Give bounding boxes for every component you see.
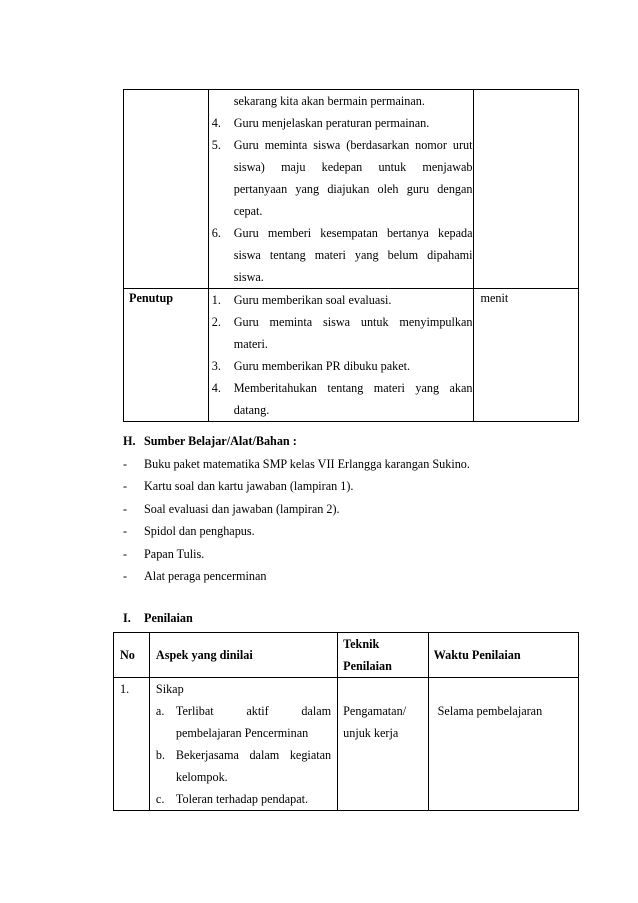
table-header-row bbox=[114, 633, 579, 678]
list-item: 3. Guru memberikan PR dibuku paket. bbox=[211, 359, 411, 373]
list-item: - Soal evaluasi dan jawaban (lampiran 2). bbox=[123, 501, 340, 516]
list-item: 6. Guru memberi kesempatan bertanya kepada siswa tentang materi yang belum dipahami siswa. bbox=[211, 226, 473, 284]
steps-cell bbox=[208, 90, 473, 289]
table-row bbox=[114, 678, 579, 811]
time-cell bbox=[473, 289, 578, 422]
list-item: 4. Memberitahukan tentang materi yang akan datang. bbox=[211, 381, 473, 417]
assessment-table bbox=[113, 632, 579, 811]
steps-list bbox=[209, 289, 473, 421]
aspek-list bbox=[156, 700, 331, 810]
list-item: 4. Guru menjelaskan peraturan permainan. bbox=[211, 116, 430, 130]
list-item: - Kartu soal dan kartu jawaban (lampiran 1). bbox=[123, 479, 354, 493]
steps-cell bbox=[208, 289, 473, 422]
list-item: c. Toleran terhadap pendapat. bbox=[155, 792, 309, 806]
header-no: No bbox=[114, 633, 150, 678]
table-row bbox=[124, 289, 579, 422]
list-item: 2. Guru meminta siswa untuk menyimpulkan materi. bbox=[211, 315, 473, 351]
header-teknik: Teknik Penilaian bbox=[338, 633, 429, 678]
list-item: sekarang kita akan bermain permainan. bbox=[233, 94, 425, 108]
list-item: - Spidol dan penghapus. bbox=[123, 524, 255, 538]
section-heading: I. Penilaian bbox=[123, 611, 193, 625]
phase-label: Penutup bbox=[129, 291, 174, 305]
header-waktu: Waktu Penilaian bbox=[428, 633, 578, 678]
list-item: - Alat peraga pencerminan bbox=[123, 569, 267, 583]
activity-table bbox=[123, 89, 579, 422]
table-row bbox=[124, 90, 579, 289]
header-aspek: Aspek yang dinilai bbox=[149, 633, 337, 678]
section-sumber-belajar bbox=[123, 430, 583, 588]
time-cell bbox=[473, 90, 578, 289]
row-no: 1. bbox=[114, 678, 150, 811]
list-item: a. Terlibat aktif dalam pembelajaran Pencerminan bbox=[155, 704, 332, 740]
list-item: 5. Guru meminta siswa (berdasarkan nomor urut siswa) maju kedepan untuk menjawab pertanyaan yang diajukan oleh guru dengan cepat. bbox=[211, 138, 473, 218]
list-item: b. Bekerjasama dalam kegiatan kelompok. bbox=[155, 748, 332, 784]
list-item: 1. Guru memberikan soal evaluasi. bbox=[211, 293, 392, 307]
phase-cell bbox=[124, 90, 209, 289]
row-aspek: Sikap a. Terlibat aktif dalam pembelajaran Pencerminan b. Bekerjasama dalam kegiatan kelompok. c. Toleran terhadap pendapat. bbox=[149, 678, 337, 811]
row-waktu: Selama pembelajaran bbox=[428, 678, 578, 811]
list-item: - Buku paket matematika SMP kelas VII Erlangga karangan Sukino. bbox=[123, 456, 470, 471]
steps-list bbox=[209, 90, 473, 288]
phase-cell bbox=[124, 289, 209, 422]
section-heading: H. Sumber Belajar/Alat/Bahan : bbox=[123, 434, 297, 448]
list-item: - Papan Tulis. bbox=[123, 546, 205, 561]
time-value: menit bbox=[480, 291, 509, 305]
row-teknik: Pengamatan/ unjuk kerja bbox=[338, 678, 429, 811]
